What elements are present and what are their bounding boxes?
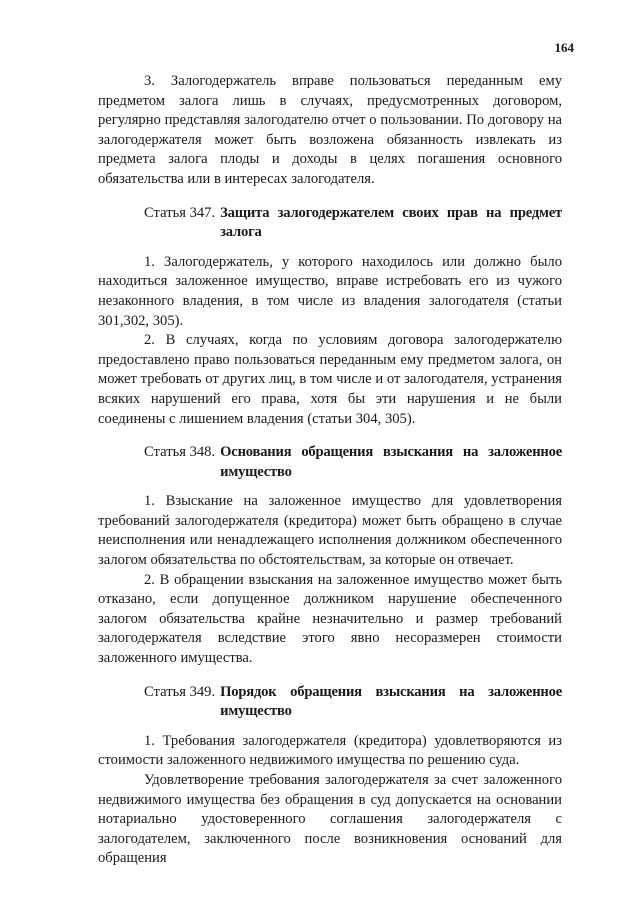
article-title: Защита залогодержателем своих прав на предмет залога: [220, 204, 562, 241]
paragraph: 1. Требования залогодержателя (кредитора) удовлетворяются из стоимости заложенного недвижимого имущества по решению суда.: [98, 732, 562, 769]
article-number: Статья 349.: [144, 683, 216, 700]
paragraph: 3. Залогодержатель вправе пользоваться переданным ему предметом залога лишь в случаях, предусмотренных договором, регулярно представляя залогодателю отчет о пользовании. По договору на залогодержателя может быть возложена обязанность извлекать из предмета залога плоды и доходы в целях погашения основного обязательства или в интересах залогодателя.: [98, 73, 562, 187]
article-heading: [144, 443, 562, 482]
document-body: [98, 72, 562, 869]
article-title: Основания обращения взыскания на заложенное имущество: [220, 444, 562, 480]
article-number: Статья 348.: [144, 444, 216, 461]
paragraph: 2. В случаях, когда по условиям договора залогодержателю предоставлено право пользоваться переданным ему предметом залога, он может требовать от других лиц, в том числе и от залогодателя, устранения всяких нарушений его права, хотя бы эти нарушения и не были соединены с лишением владения (статьи 304, 305).: [98, 332, 562, 427]
paragraph: 1. Залогодержатель, у которого находилось или должно было находиться заложенное имущество, вправе истребовать его из чужого незаконного владения, в том числе из владения залогодателя (статьи 301,302, 305).: [98, 253, 562, 329]
paragraph: 2. В обращении взыскания на заложенное имущество может быть отказано, если допущенное должником нарушение обеспеченного залогом обязательства крайне незначительно и размер требований залогодержателя вследствие этого явно несоразмерен стоимости заложенного имущества.: [98, 571, 562, 667]
article-title: Порядок обращения взыскания на заложенное имущество: [220, 683, 562, 720]
paragraph: 1. Взыскание на заложенное имущество для удовлетворения требований залогодержателя (кредитора) может быть обращено в случае неисполнения или ненадлежащего исполнения должником обеспеченного залогом обязательства по обстоятельствам, за которые он отвечает.: [98, 493, 562, 569]
page-number: 164: [554, 40, 574, 55]
paragraph: Удовлетворение требования залогодержателя за счет заложенного недвижимого имущества без обращения в суд допускается на основании нотариально удостоверенного соглашения залогодержателя с залогодателем, заключенного после возникновения оснований для обращения: [98, 772, 562, 867]
article-heading: [144, 683, 562, 722]
article-number: Статья 347.: [144, 204, 216, 221]
article-heading: [144, 204, 562, 243]
